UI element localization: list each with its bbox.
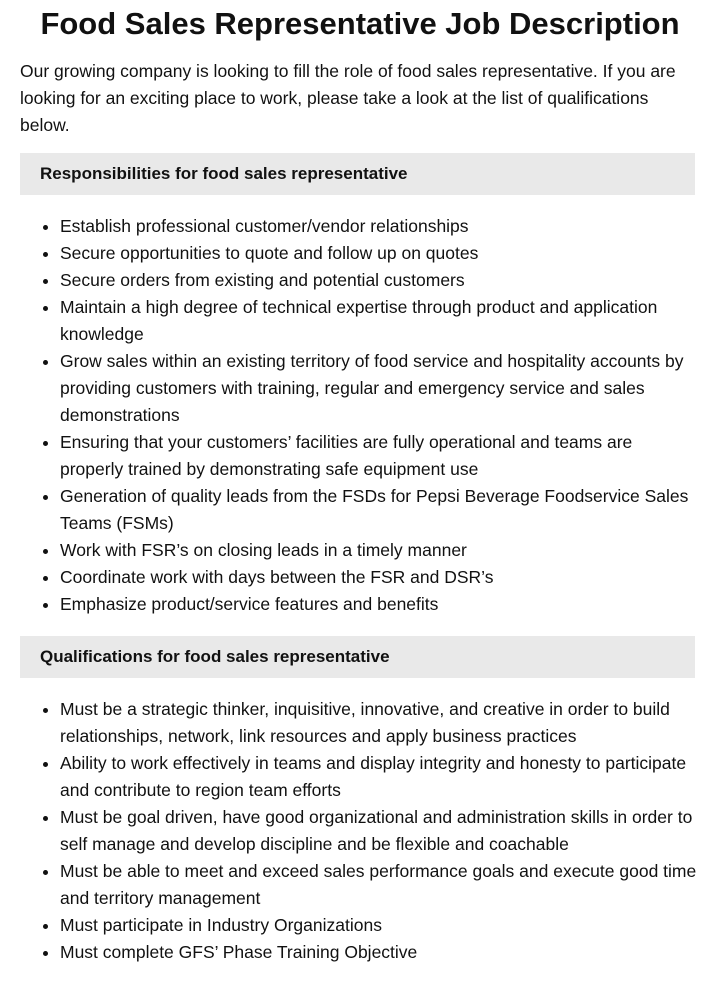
list-item: • Ensuring that your customers’ facilities are fully operational and teams are properly trained by demonstrating safe equipment use bbox=[60, 429, 700, 483]
list-item: • Must participate in Industry Organizations bbox=[60, 912, 700, 939]
list-item: • Must complete GFS’ Phase Training Objective bbox=[60, 939, 700, 966]
page-title: Food Sales Representative Job Description bbox=[40, 6, 680, 41]
list-item: • Work with FSR’s on closing leads in a timely manner bbox=[60, 537, 700, 564]
responsibilities-heading: Responsibilities for food sales representative bbox=[20, 153, 695, 195]
intro-text: Our growing company is looking to fill the role of food sales representative. If you are looking for an exciting place to work, please take a look at the list of qualifications below. bbox=[20, 61, 676, 135]
list-item: • Must be goal driven, have good organizational and administration skills in order to self manage and develop discipline and be flexible and coachable bbox=[60, 804, 700, 858]
qualifications-heading: Qualifications for food sales representative bbox=[20, 636, 695, 678]
list-item: • Secure orders from existing and potential customers bbox=[60, 267, 700, 294]
list-item: • Establish professional customer/vendor relationships bbox=[60, 213, 700, 240]
list-item: • Ability to work effectively in teams and display integrity and honesty to participate and contribute to region team efforts bbox=[60, 750, 700, 804]
list-item: • Grow sales within an existing territory of food service and hospitality accounts by providing customers with training, regular and emergency service and sales demonstrations bbox=[60, 348, 700, 429]
list-item: • Coordinate work with days between the FSR and DSR’s bbox=[60, 564, 700, 591]
list-item: • Must be a strategic thinker, inquisitive, innovative, and creative in order to build relationships, network, link resources and apply business practices bbox=[60, 696, 700, 750]
qualifications-list bbox=[20, 696, 700, 966]
list-item: • Emphasize product/service features and benefits bbox=[60, 591, 700, 618]
list-item: • Secure opportunities to quote and follow up on quotes bbox=[60, 240, 700, 267]
list-item: • Generation of quality leads from the FSDs for Pepsi Beverage Foodservice Sales Teams (FSMs) bbox=[60, 483, 700, 537]
responsibilities-list bbox=[20, 213, 700, 618]
list-item: • Maintain a high degree of technical expertise through product and application knowledge bbox=[60, 294, 700, 348]
list-item: • Must be able to meet and exceed sales performance goals and execute good time and territory management bbox=[60, 858, 700, 912]
